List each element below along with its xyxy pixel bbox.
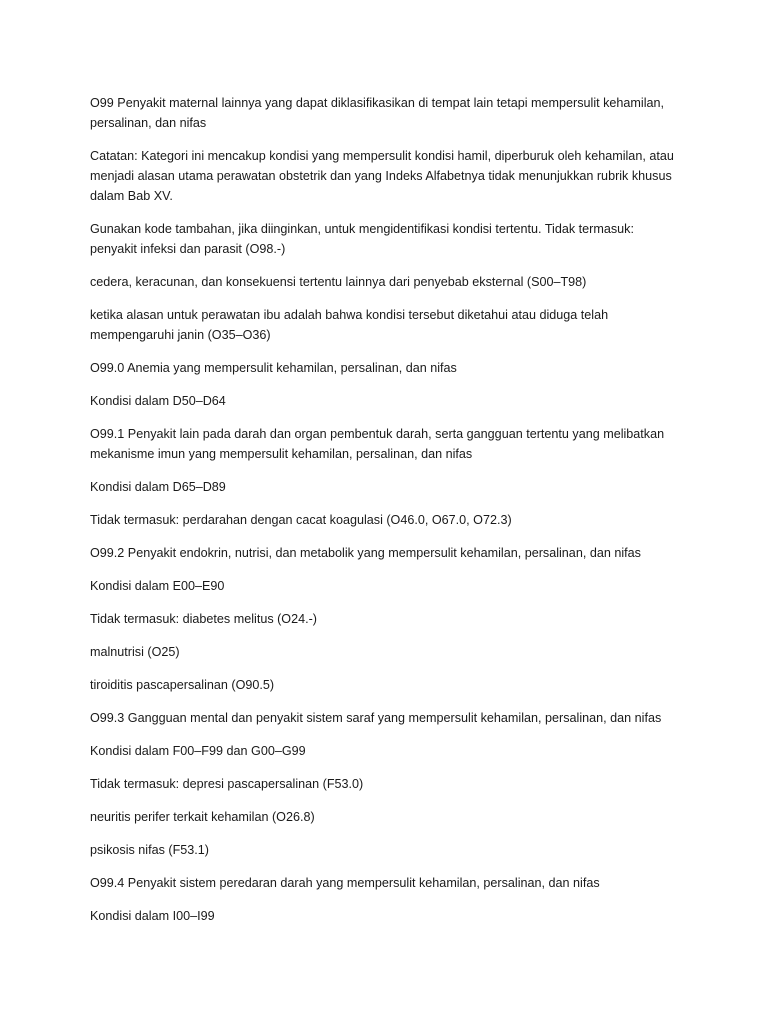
- heading-o99-3: O99.3 Gangguan mental dan penyakit sistem saraf yang mempersulit kehamilan, persalinan, dan nifas: [90, 711, 662, 725]
- condition-range: Kondisi dalam E00–E90: [90, 579, 225, 593]
- heading-o99-1: O99.1 Penyakit lain pada darah dan organ pembentuk darah, serta gangguan tertentu yang melibatkan mekanisme imun yang mempersulit kehamilan, persalinan, dan nifas: [90, 427, 665, 461]
- heading-o99: O99 Penyakit maternal lainnya yang dapat diklasifikasikan di tempat lain tetapi mempersulit kehamilan, persalinan, dan nifas: [90, 96, 665, 130]
- additional-code-paragraph: Gunakan kode tambahan, jika diinginkan, untuk mengidentifikasi kondisi tertentu. Tidak termasuk: penyakit infeksi dan parasit (O98.-): [90, 222, 634, 256]
- condition-range: Kondisi dalam F00–F99 dan G00–G99: [90, 744, 306, 758]
- heading-o99-4: O99.4 Penyakit sistem peredaran darah yang mempersulit kehamilan, persalinan, dan nifas: [90, 876, 600, 890]
- exclusion-item: malnutrisi (O25): [90, 645, 180, 659]
- heading-o99-0: O99.0 Anemia yang mempersulit kehamilan, persalinan, dan nifas: [90, 361, 457, 375]
- exclusion-item: psikosis nifas (F53.1): [90, 843, 209, 857]
- exclusion-item: Tidak termasuk: diabetes melitus (O24.-): [90, 612, 318, 626]
- exclusion-item: Tidak termasuk: depresi pascapersalinan (F53.0): [90, 777, 364, 791]
- condition-range: Kondisi dalam D50–D64: [90, 394, 226, 408]
- exclusion-item: Tidak termasuk: perdarahan dengan cacat koagulasi (O46.0, O67.0, O72.3): [90, 513, 512, 527]
- heading-o99-2: O99.2 Penyakit endokrin, nutrisi, dan metabolik yang mempersulit kehamilan, persalinan, dan nifas: [90, 546, 641, 560]
- exclusion-item: tiroiditis pascapersalinan (O90.5): [90, 678, 275, 692]
- exclusion-item: cedera, keracunan, dan konsekuensi tertentu lainnya dari penyebab eksternal (S00–T98): [90, 275, 587, 289]
- condition-range: Kondisi dalam I00–I99: [90, 909, 215, 923]
- exclusion-item: ketika alasan untuk perawatan ibu adalah bahwa kondisi tersebut diketahui atau diduga telah mempengaruhi janin (O35–O36): [90, 308, 609, 342]
- exclusion-item: neuritis perifer terkait kehamilan (O26.8): [90, 810, 315, 824]
- condition-range: Kondisi dalam D65–D89: [90, 480, 226, 494]
- note-paragraph: Catatan: Kategori ini mencakup kondisi yang mempersulit kondisi hamil, diperburuk oleh kehamilan, atau menjadi alasan utama perawatan obstetrik dan yang Indeks Alfabetnya tidak menunjukkan rubrik khusus dalam Bab XV.: [90, 149, 674, 203]
- document-body: [90, 93, 680, 939]
